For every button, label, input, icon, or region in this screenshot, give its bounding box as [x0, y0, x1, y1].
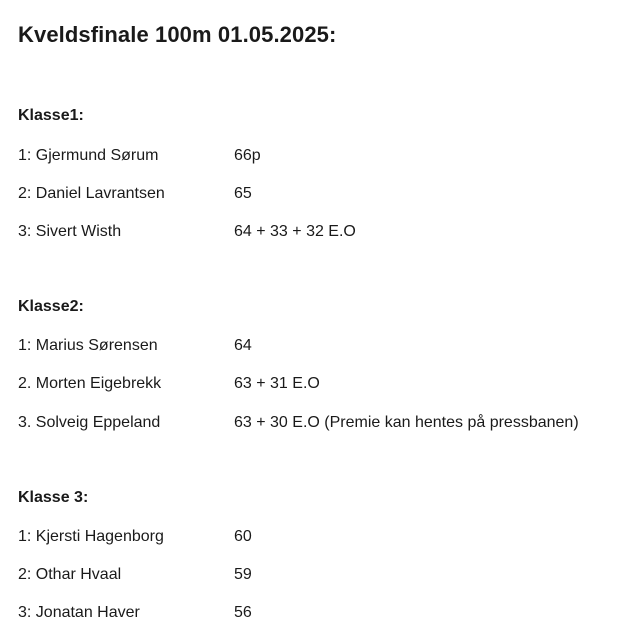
placement-name: 2. Morten Eigebrekk [18, 375, 162, 392]
class-2-heading: Klasse2: [18, 298, 84, 315]
placement-name: 3. Solveig Eppeland [18, 414, 161, 431]
placement-name: 1: Gjermund Sørum [18, 147, 159, 164]
document-title: Kveldsfinale 100m 01.05.2025: [18, 22, 337, 47]
result-value: 64 + 33 + 32 E.O [234, 223, 356, 240]
result-value: 63 + 31 E.O [234, 375, 320, 392]
placement-name: 2: Daniel Lavrantsen [18, 185, 165, 202]
result-value: 56 [234, 604, 252, 621]
class-1-heading: Klasse1: [18, 107, 84, 124]
result-value: 65 [234, 185, 252, 202]
result-value: 66p [234, 147, 261, 164]
placement-name: 1: Kjersti Hagenborg [18, 528, 164, 545]
result-value: 60 [234, 528, 252, 545]
placement-name: 3: Jonatan Haver [18, 604, 140, 621]
placement-name: 3: Sivert Wisth [18, 223, 122, 240]
placement-name: 1: Marius Sørensen [18, 337, 158, 354]
class-3-heading: Klasse 3: [18, 489, 89, 506]
placement-name: 2: Othar Hvaal [18, 566, 122, 583]
result-value: 59 [234, 566, 252, 583]
result-value: 63 + 30 E.O (Premie kan hentes på pressbanen) [234, 414, 579, 431]
result-value: 64 [234, 337, 252, 354]
